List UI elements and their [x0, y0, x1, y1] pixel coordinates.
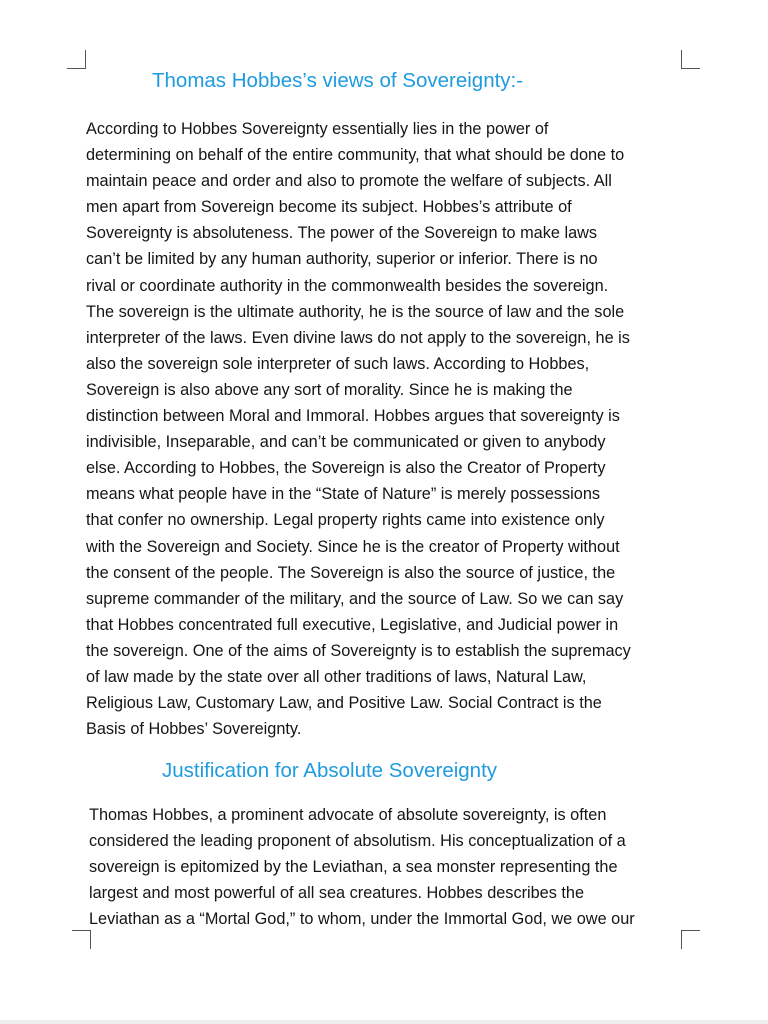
text-line: distinction between Moral and Immoral. Hobbes argues that sovereignty is [86, 407, 620, 426]
text-line: also the sovereign sole interpreter of such laws. According to Hobbes, [86, 354, 590, 373]
text-line: According to Hobbes Sovereignty essentially lies in the power of [86, 120, 549, 138]
text-line: sovereign is epitomized by the Leviathan, a sea monster representing the [89, 858, 618, 877]
text-line: the consent of the people. The Sovereign is also the source of justice, the [86, 563, 616, 582]
text-line: means what people have in the “State of Nature” is merely possessions [86, 485, 601, 504]
top-left-margin-mark [67, 50, 86, 69]
text-line: largest and most powerful of all sea creatures. Hobbes describes the [89, 884, 585, 903]
text-line: interpreter of the laws. Even divine laws do not apply to the sovereign, he is [86, 328, 630, 347]
text-line: maintain peace and order and also to promote the welfare of subjects. All [86, 172, 612, 191]
text-line: can’t be limited by any human authority, superior or inferior. There is no [86, 250, 598, 269]
text-line: Sovereignty is absoluteness. The power of the Sovereign to make laws [86, 224, 598, 243]
text-line: Thomas Hobbes, a prominent advocate of absolute sovereignty, is often [89, 806, 607, 824]
text-line: indivisible, Inseparable, and can’t be communicated or given to anybody [86, 433, 606, 452]
text-line: Leviathan as a “Mortal God,” to whom, under the Immortal God, we owe our [89, 910, 635, 929]
paragraph-justification [89, 802, 701, 932]
text-line: The sovereign is the ultimate authority, he is the source of law and the sole [86, 302, 625, 321]
text-line: rival or coordinate authority in the commonwealth besides the sovereign. [86, 276, 609, 295]
section-heading-justification: Justification for Absolute Sovereignty [162, 759, 498, 782]
text-line: men apart from Sovereign become its subject. Hobbes’s attribute of [86, 198, 572, 217]
top-right-margin-mark [681, 50, 700, 69]
text-line: determining on behalf of the entire community, that what should be done to [86, 146, 625, 165]
text-line: of law made by the state over all other traditions of laws, Natural Law, [86, 667, 587, 686]
page-bottom-edge [0, 1020, 768, 1024]
text-line: that Hobbes concentrated full executive, Legislative, and Judicial power in [86, 615, 619, 634]
bottom-left-margin-mark [72, 930, 91, 949]
text-line: Basis of Hobbes’ Sovereignty. [86, 720, 302, 739]
text-line: with the Sovereign and Society. Since he is the creator of Property without [86, 537, 620, 556]
section-heading-hobbes-sovereignty: Thomas Hobbes’s views of Sovereignty:- [152, 69, 524, 92]
text-line: considered the leading proponent of absolutism. His conceptualization of a [89, 832, 626, 851]
text-line: Religious Law, Customary Law, and Positive Law. Social Contract is the [86, 694, 602, 713]
text-line: supreme commander of the military, and the source of Law. So we can say [86, 589, 624, 608]
paragraph-hobbes-views [86, 116, 698, 742]
text-line: that confer no ownership. Legal property rights came into existence only [86, 511, 605, 530]
text-line: the sovereign. One of the aims of Sovereignty is to establish the supremacy [86, 641, 631, 660]
bottom-right-margin-mark [681, 930, 700, 949]
text-line: else. According to Hobbes, the Sovereign is also the Creator of Property [86, 459, 606, 478]
text-line: Sovereign is also above any sort of morality. Since he is making the [86, 380, 573, 399]
